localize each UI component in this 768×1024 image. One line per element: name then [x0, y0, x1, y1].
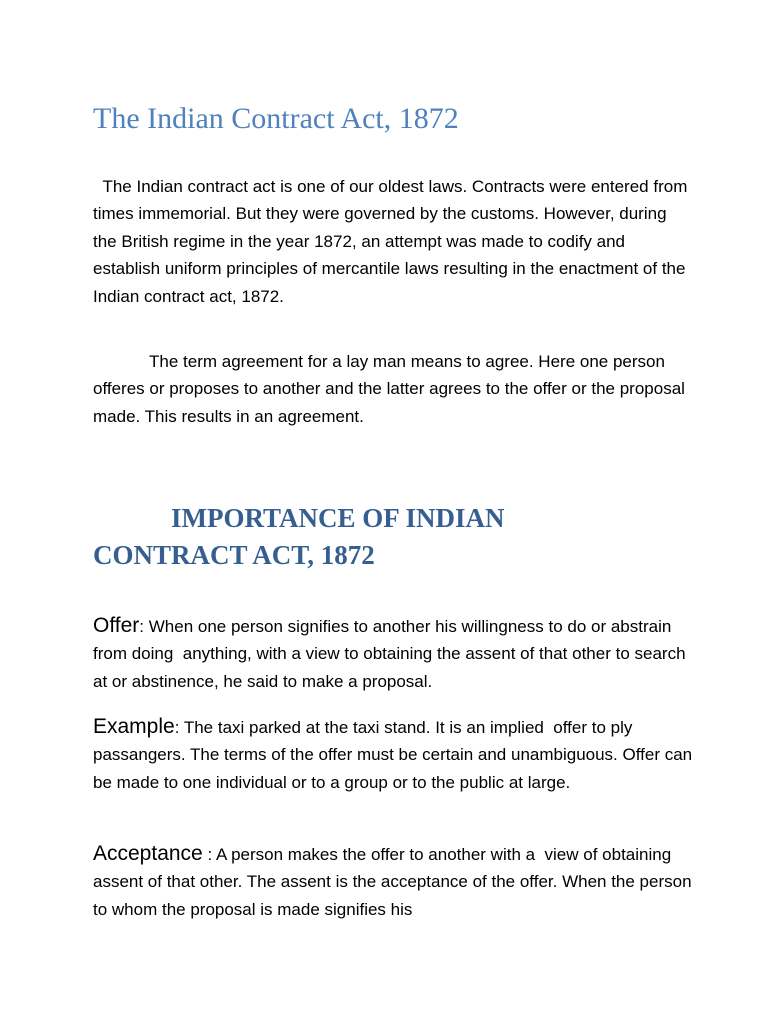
example-paragraph — [93, 713, 697, 796]
document-title: The Indian Contract Act, 1872 — [93, 102, 459, 135]
agreement-paragraph-text: The term agreement for a lay man means to agree. Here one person offeres or proposes to another and the latter agrees to the offer or the proposal made. This results in an agreement. — [93, 352, 685, 426]
agreement-paragraph — [93, 348, 693, 430]
example-term: Example — [93, 715, 175, 738]
acceptance-term: Acceptance — [93, 842, 203, 865]
intro-paragraph — [93, 173, 693, 310]
offer-term: Offer — [93, 614, 140, 637]
section-heading-line2: CONTRACT ACT, 1872 — [93, 540, 375, 570]
acceptance-text: : A person makes the offer to another with a view of obtaining assent of that other. The assent is the acceptance of the offer. When the person to whom the proposal is made signifies his — [93, 845, 697, 919]
acceptance-paragraph — [93, 840, 697, 923]
offer-text: : When one person signifies to another his willingness to do or abstrain from doing anything, with a view to obtaining the assent of that other to search at or abstinence, he said to make a proposal. — [93, 617, 691, 691]
offer-paragraph — [93, 612, 693, 695]
intro-paragraph-text: The Indian contract act is one of our oldest laws. Contracts were entered from times immemorial. But they were governed by the customs. However, during the British regime in the year 1872, an attempt was made to codify and establish uniform principles of mercantile laws resulting in the enactment of the Indian contract act, 1872. — [93, 177, 693, 306]
section-heading — [93, 500, 505, 574]
section-heading-line1: IMPORTANCE OF INDIAN — [171, 503, 505, 533]
example-text: : The taxi parked at the taxi stand. It is an implied offer to ply passangers. The terms of the offer must be certain and unambiguous. Offer can be made to one individual or to a group or to the public at large. — [93, 718, 697, 792]
